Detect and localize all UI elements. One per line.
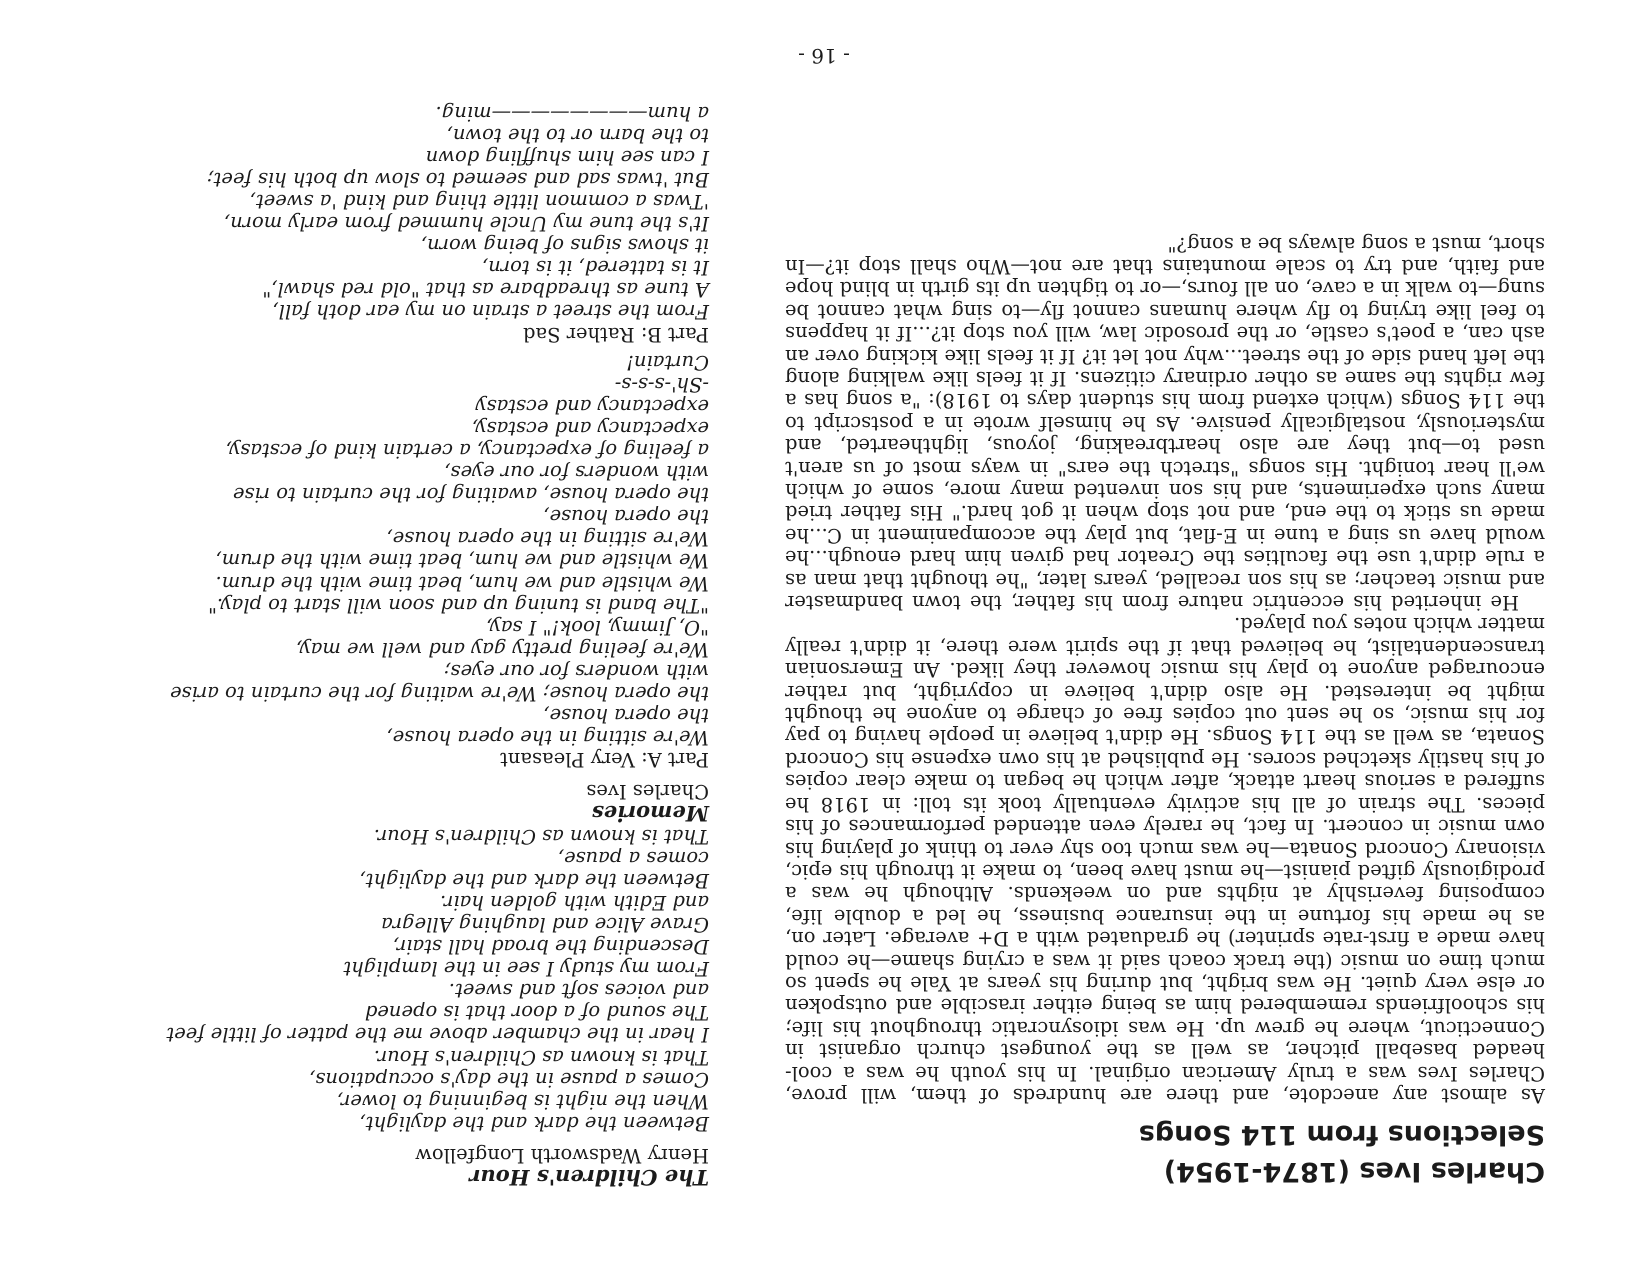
poem-line: comes a pause, <box>557 846 709 870</box>
poem-line: We're sitting in the opera house, <box>386 726 709 750</box>
poem-line: -Sh'-s-s-s- <box>614 372 709 396</box>
poem-line: Grave Alice and laughing Allegra <box>381 912 709 936</box>
part-b-heading: Part B: Rather Sad <box>522 322 709 346</box>
poem-line: We whistle and we hum, beat time with the drum, <box>215 549 709 573</box>
poem-line: with wonders for our eyes, <box>444 461 709 485</box>
poem-line: with wonders for our eyes; <box>443 659 709 683</box>
poem-line: expectancy and ecstasy, <box>471 416 709 440</box>
poem-line: Between the dark and the daylight, <box>359 1111 709 1135</box>
poem-line: the opera house, <box>543 505 709 529</box>
poem-line: it shows signs of being worn, <box>420 234 709 258</box>
poem-line: and voices soft and sweet. <box>448 979 709 1003</box>
poem-line: the opera house; We're waiting for the curtain to arise <box>170 682 709 706</box>
poem-line: Comes a pause in the day's occupations, <box>309 1067 709 1091</box>
poem-line: a feeling of expectancy, a certain kind of ecstasy, <box>225 439 709 462</box>
poem-line: Between the dark and the daylight, <box>359 868 709 892</box>
poem-line: From the street a strain on my ear doth fall, <box>272 300 709 324</box>
part-a-heading: Part A: Very Pleasant <box>500 748 709 772</box>
poem-line: to the barn or to the town, <box>446 123 709 147</box>
poem-line: "The band is tuning up and soon will start to play." <box>208 593 709 617</box>
poem-memories <box>89 102 709 825</box>
poem-line: We're sitting in the opera house, <box>386 527 709 551</box>
poem-line: We whistle and we hum, beat time with the drum. <box>215 571 709 595</box>
poems-column <box>89 102 709 1189</box>
poem-line: From my study I see in the lamplight <box>343 957 709 981</box>
poem-line: expectancy and ecstasy <box>475 394 709 418</box>
poem-line: When the night is beginning to lower, <box>336 1089 709 1113</box>
poem-line: I can see him shuffling down <box>425 145 709 169</box>
poem-line: the opera house, <box>543 704 709 728</box>
poem-author: Charles Ives <box>586 780 709 804</box>
poem-line: A tune as threadbare as that "old red shawl," <box>262 278 709 302</box>
poem-line: But 'twas sad and seemed to slow up both his feet; <box>206 167 709 191</box>
poem-line: Descending the broad hall stair, <box>392 935 709 959</box>
article-title: Charles Ives (1874-1954) <box>1163 1156 1545 1187</box>
poem-line: I hear in the chamber above me the patter of little feet <box>166 1023 709 1047</box>
poem-line: 'Twas a common little thing and kind 'a sweet, <box>249 189 709 213</box>
poem-title: The Children's Hour <box>469 1165 709 1190</box>
poem-childrens-hour <box>89 825 709 1189</box>
poem-line: the opera house, awaiting for the curtain to rise <box>232 483 709 507</box>
essay-paragraph: He inherited his eccentric nature from his father, the town bandmaster and music teacher; as his son recalled, years later, "he thought that man as a rule didn't use the faculties the Creator had given him hard enough...he would have us sing a tune in E-flat, but play the accompaniment in C...he made us stick to the end, and not stop when it got hard." His father tried many such experiments, and his son invented many more, some of which we'll hear tonight. His songs "stretch the ears" in ways most of us aren't used to—but they are also heartbreaking, joyous, lighthearted, and mysteriously, nostalgically pensive. As he himself wrote in a postscript to the 114 Songs (which extend from his student days to 1918): "a song has a few rights the same as other ordinary citizens. If it feels like walking along the left hand side of the street...why not let it? If it feels like kicking over an ash can, a poet's castle, or the prosodic law, will you stop it?...If it happens to feel like trying to fly where humans cannot fly—to sing what cannot be sung—to walk in a cave, on all fours,—or to tighten up its girth in blind hope and faith, and try to scale mountains that are not—Who shall stop it?—In short, must a song always be a song?" <box>785 232 1545 615</box>
essay-paragraph: As almost any anecdote, and there are hundreds of them, will prove, Charles Ives was a truly American original. In his youth he was a cool-headed baseball pitcher, as well as the youngest church organist in Connecticut, where he grew up. He was idiosyncratic throughout his life; his schoolfriends remembered him as being either irascible and outspoken or else very quiet. He was bright, but during his years at Yale he spent so much time on music (the track coach said it was a crying shame—he could have made a first-rate sprinter) he graduated with a D+ average. Later on, as he made his fortune in the insurance business, he led a double life, composing feverishly at nights and on weekends. Although he was a prodigiously gifted pianist—he must have been, to make it through his epic, visionary Concord Sonata—he was much too shy ever to think of playing his own music in concert. In fact, he rarely even attended performances of his pieces. The strain of all his activity eventually took its toll: in 1918 he suffered a serious heart attack, after which he began to make clear copies of his hastily sketched scores. He published at his own expense his Concord Sonata, as well as the 114 Songs. He didn't believe in people having to pay for his music, so he sent out copies free of charge to anyone he thought might be interested. He also didn't believe in copyright, but rather encouraged anyone to play his music however they liked. An Emersonian transcendentalist, he believed that if the spirit were there, it didn't really matter which notes you played. <box>785 613 1545 1107</box>
poem-title: Memories <box>591 801 709 827</box>
article-subtitle: Selections from 114 Songs <box>1138 1119 1545 1150</box>
poem-line: That is known as Children's Hour. <box>373 824 709 848</box>
poem-line: Curtain! <box>626 350 709 374</box>
essay-column <box>785 232 1545 1188</box>
poem-line: That is known as Children's Hour. <box>373 1045 709 1069</box>
poem-line: It's the tune my Uncle hummed from early morn, <box>223 212 709 236</box>
poem-line: The sound of a door that is opened <box>364 1001 709 1025</box>
poem-line: "O, Jimmy, look!" I say, <box>486 615 709 639</box>
essay-body <box>785 232 1545 1106</box>
poem-line: We're feeling pretty gay and well we may, <box>296 637 709 661</box>
poem-line: and Edith with golden hair. <box>440 890 709 914</box>
poem-line: It is tattered, it is torn, <box>482 256 709 280</box>
page-number: - 16 - <box>798 44 850 68</box>
poem-line: a hum————————ming. <box>435 101 709 125</box>
poem-author: Henry Wadsworth Longfellow <box>415 1143 709 1167</box>
